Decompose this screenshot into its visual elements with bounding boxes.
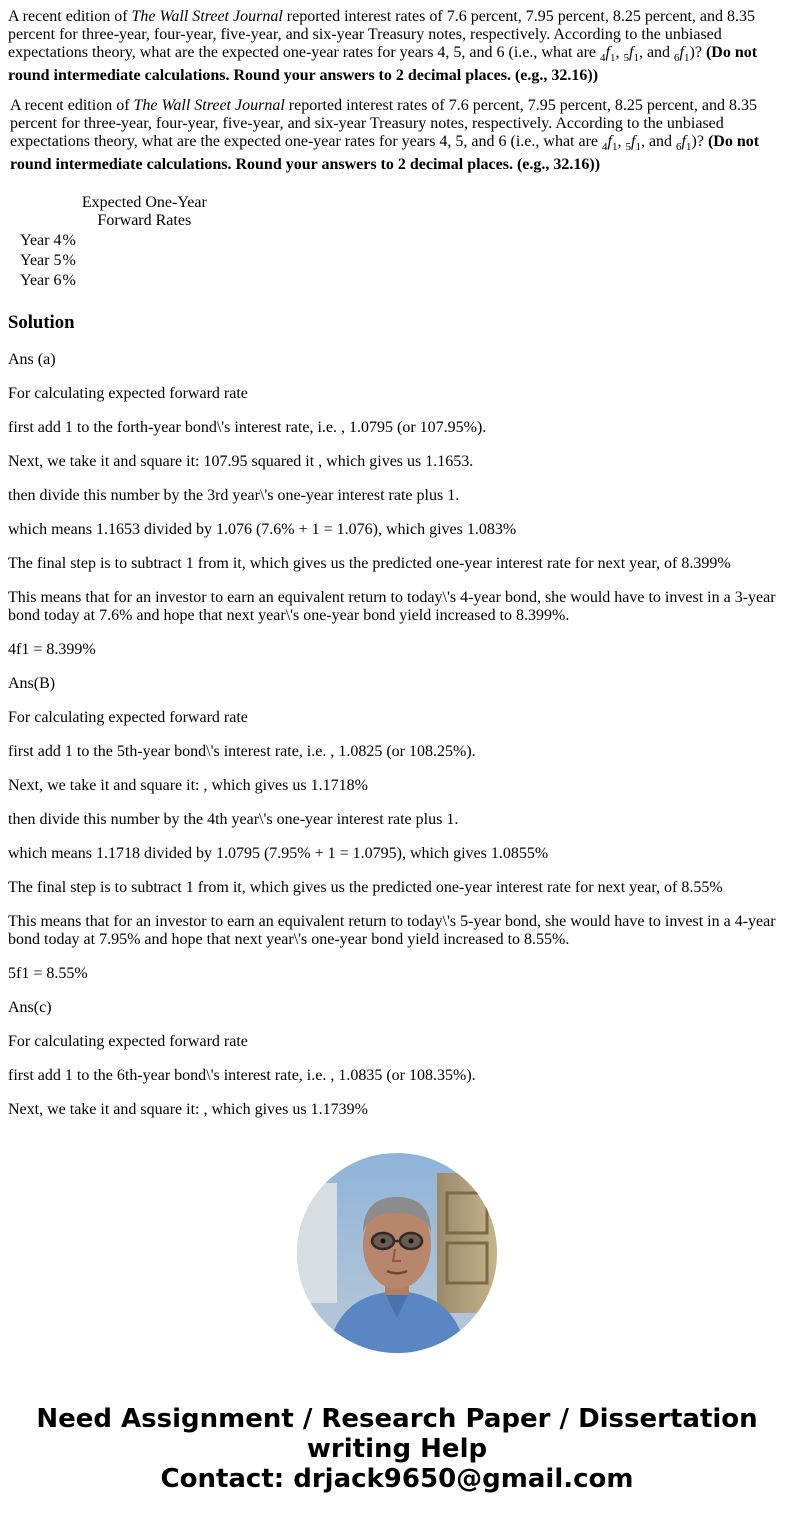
solution-paragraph: Ans(c)	[8, 999, 52, 1016]
forward-rates-table	[8, 192, 211, 292]
solution-paragraph: which means 1.1718 divided by 1.0795 (7.95% + 1 = 1.0795), which gives 1.0855%	[8, 845, 549, 862]
table-row	[10, 272, 209, 290]
solution-paragraph: first add 1 to the 5th-year bond\'s interest rate, i.e. , 1.0825 (or 108.25%).	[8, 743, 476, 760]
row-label: Year 6	[20, 272, 62, 289]
solution-paragraph: This means that for an investor to earn an equivalent return to today\'s 4-year bond, she would have to invest in a 3-year bond today at 7.6% and hope that next year\'s one-year bond yield increased to 8.399%.	[8, 589, 776, 624]
solution-paragraph: The final step is to subtract 1 from it, which gives us the predicted one-year interest rate for next year, of 8.399%	[8, 555, 731, 572]
column-header: Expected One-Year Forward Rates	[81, 194, 207, 229]
percent-unit: %	[62, 252, 76, 269]
solution-paragraph: which means 1.1653 divided by 1.076 (7.6% + 1 = 1.076), which gives 1.083%	[8, 521, 517, 538]
question-text-repeat: A recent edition of The Wall Street Journal reported interest rates of 7.6 percent, 7.95 percent, 8.25 percent, and 8.35 percent for three-year, four-year, five-year, and six-year Treasury notes, respectively. According to the unbiased expectations theory, what are the expected one-year rates for years 4, 5, and 6 (i.e., what are $_4f_1$, $_5f_1$, and $_6f_1$)? (Do not round intermediate calculations. Round your answers to 2 decimal places. (e.g., 32.16))	[10, 97, 760, 173]
table-row	[10, 232, 209, 250]
avatar-portrait	[297, 1153, 497, 1353]
solution-paragraph: This means that for an investor to earn an equivalent return to today\'s 5-year bond, she would have to invest in a 4-year bond today at 7.95% and hope that next year\'s one-year bond yield increased to 8.55%.	[8, 913, 776, 948]
promo-line-1: Need Assignment / Research Paper / Dissertation	[36, 1404, 758, 1434]
tutor-avatar	[297, 1153, 497, 1353]
page-content	[8, 8, 786, 1139]
promo-banner	[0, 1404, 794, 1494]
promo-line-2: writing Help	[306, 1434, 488, 1464]
solution-heading: Solution	[8, 312, 75, 333]
row-label: Year 5	[20, 252, 62, 269]
row-label: Year 4	[20, 232, 62, 249]
table-row	[10, 252, 209, 270]
solution-paragraph: then divide this number by the 3rd year\'s one-year interest rate plus 1.	[8, 487, 460, 504]
solution-paragraph: Next, we take it and square it: , which gives us 1.1718%	[8, 777, 368, 794]
solution-paragraph: first add 1 to the forth-year bond\'s interest rate, i.e. , 1.0795 (or 107.95%).	[8, 419, 487, 436]
solution-paragraph: 5f1 = 8.55%	[8, 965, 88, 982]
solution-paragraph: first add 1 to the 6th-year bond\'s interest rate, i.e. , 1.0835 (or 108.35%).	[8, 1067, 476, 1084]
question-text: A recent edition of The Wall Street Journal reported interest rates of 7.6 percent, 7.95 percent, 8.25 percent, and 8.35 percent for three-year, four-year, five-year, and six-year Treasury notes, respectively. According to the unbiased expectations theory, what are the expected one-year rates for years 4, 5, and 6 (i.e., what are $_4f_1$, $_5f_1$, and $_6f_1$)? (Do not round intermediate calculations. Round your answers to 2 decimal places. (e.g., 32.16))	[8, 8, 758, 84]
percent-unit: %	[62, 272, 76, 289]
solution-paragraph: Ans (a)	[8, 351, 56, 368]
solution-paragraph: Ans(B)	[8, 675, 56, 692]
promo-contact: Contact: drjack9650@gmail.com	[160, 1464, 634, 1494]
table-header-row	[10, 194, 209, 230]
solution-paragraph: 4f1 = 8.399%	[8, 641, 96, 658]
solution-paragraph: Next, we take it and square it: 107.95 squared it , which gives us 1.1653.	[8, 453, 474, 470]
solution-body	[8, 351, 786, 1139]
solution-paragraph: The final step is to subtract 1 from it, which gives us the predicted one-year interest rate for next year, of 8.55%	[8, 879, 723, 896]
percent-unit: %	[62, 232, 76, 249]
solution-paragraph: For calculating expected forward rate	[8, 709, 248, 726]
solution-paragraph: For calculating expected forward rate	[8, 385, 248, 402]
solution-paragraph: For calculating expected forward rate	[8, 1033, 248, 1050]
solution-paragraph: Next, we take it and square it: , which gives us 1.1739%	[8, 1101, 368, 1118]
solution-paragraph: then divide this number by the 4th year\'s one-year interest rate plus 1.	[8, 811, 459, 828]
